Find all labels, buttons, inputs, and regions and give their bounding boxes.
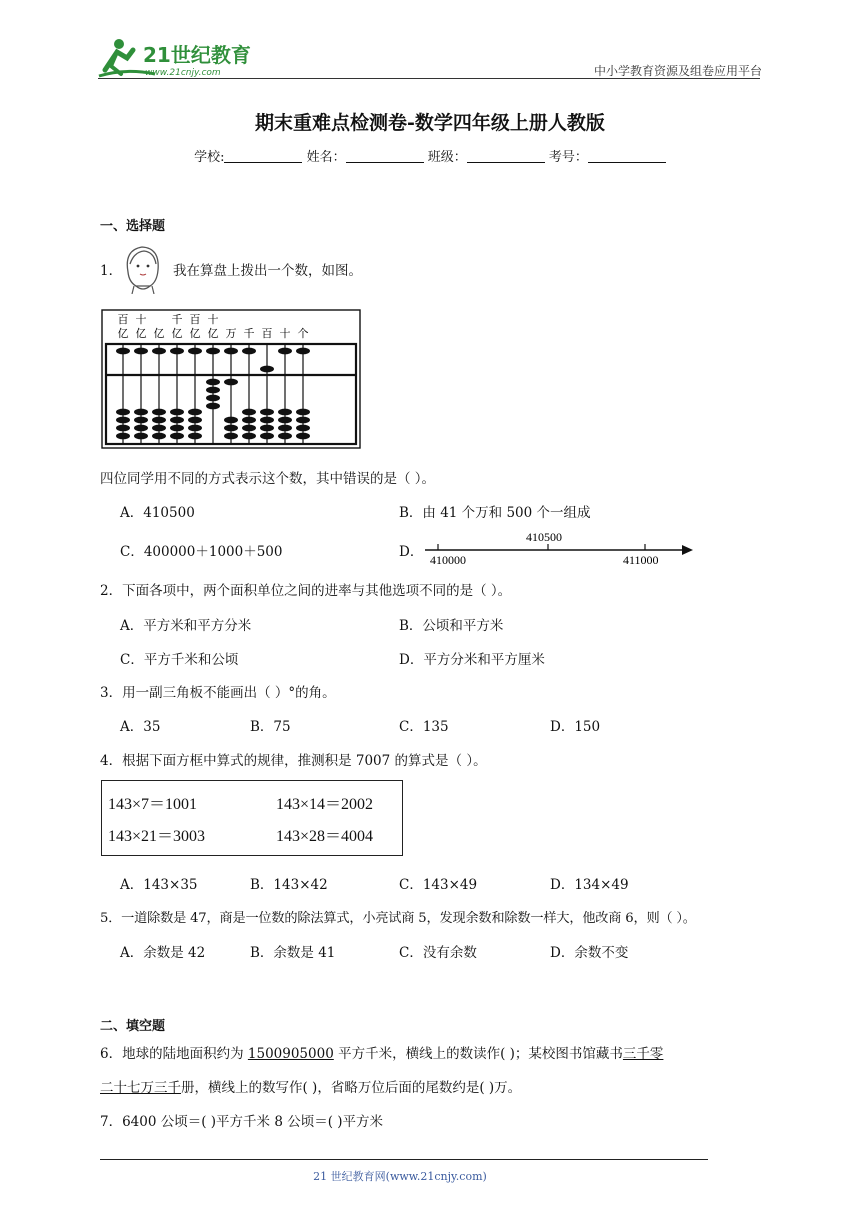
abacus-bead-lower	[116, 417, 130, 424]
q5-option-b[interactable]: B．余数是 41	[250, 945, 336, 961]
abacus-bead-upper	[134, 348, 148, 355]
q3-text: 3．用一副三角板不能画出（ ）°的角。	[100, 685, 336, 701]
abacus-bead-lower	[296, 417, 310, 424]
abacus-bead-upper	[116, 348, 130, 355]
abacus-bead-lower-counted	[206, 403, 220, 410]
q5-option-c[interactable]: C．没有余数	[399, 945, 477, 961]
q5-option-d[interactable]: D．余数不变	[550, 945, 629, 961]
q6-line-2	[100, 1076, 521, 1096]
abacus-bead-lower	[116, 409, 130, 416]
q4-option-b[interactable]: B．143×42	[250, 877, 328, 893]
q1-number: 1．	[100, 263, 123, 279]
site-logo	[95, 36, 265, 82]
abacus-bead-lower	[134, 409, 148, 416]
abacus-bead-lower-counted	[206, 395, 220, 402]
abacus-bead-lower-counted	[224, 379, 238, 386]
q2-option-a[interactable]: A．平方米和平方分米	[120, 618, 252, 634]
abacus-label-bottom: 百	[261, 327, 273, 340]
q4-option-c[interactable]: C．143×49	[399, 877, 478, 893]
abacus-bead-lower	[188, 417, 202, 424]
girl-avatar-icon	[120, 242, 166, 294]
abacus-bead-upper	[260, 366, 274, 373]
abacus-bead-lower	[242, 409, 256, 416]
q6-underlined-words-1: 三千零	[622, 1046, 664, 1062]
section-heading-choice: 一、选择题	[100, 219, 166, 234]
abacus-label-bottom: 十	[279, 327, 291, 340]
abacus-bead-lower	[188, 425, 202, 432]
q3-option-d[interactable]: D．150	[550, 719, 601, 735]
abacus-bead-lower	[242, 425, 256, 432]
abacus-bead-lower-counted	[206, 387, 220, 394]
q5-text: 5．一道除数是 47，商是一位数的除法算式，小亮试商 5，发现余数和除数一样大，他改商 6，则（ ）。	[100, 911, 696, 926]
abacus-bead-upper	[170, 348, 184, 355]
abacus-bead-lower	[152, 417, 166, 424]
q4-text: 4．根据下面方框中算式的规律，推测积是 7007 的算式是（ ）。	[100, 753, 487, 769]
q1-option-a[interactable]: A．410500	[120, 505, 195, 521]
abacus-bead-upper	[224, 348, 238, 355]
abacus-label-bottom: 亿	[171, 327, 183, 340]
formula-3: 143×21＝3003	[108, 828, 206, 845]
q7-text: 7．6400 公顷＝( )平方千米 8 公顷＝( )平方米	[100, 1114, 384, 1130]
q5-option-a[interactable]: A．余数是 42	[120, 945, 206, 961]
q6-part-2: 平方千米，横线上的数读作( )；某校图书馆藏书	[333, 1046, 623, 1062]
abacus-label-bottom: 个	[297, 327, 309, 340]
abacus-bead-lower	[260, 417, 274, 424]
abacus-bead-lower	[296, 433, 310, 440]
abacus-bead-lower	[224, 417, 238, 424]
page-title: 期末重难点检测卷-数学四年级上册人教版	[255, 112, 605, 134]
abacus-bead-lower	[134, 417, 148, 424]
q1-option-b[interactable]: B．由 41 个万和 500 个一组成	[399, 505, 591, 521]
class-blank[interactable]	[467, 150, 545, 163]
abacus-bead-lower	[188, 409, 202, 416]
q2-option-c[interactable]: C．平方千米和公顷	[120, 652, 239, 668]
header-divider	[98, 78, 760, 79]
abacus-bead-lower	[296, 425, 310, 432]
q6-part-1: 6．地球的陆地面积约为	[100, 1046, 248, 1062]
school-blank[interactable]	[224, 150, 302, 163]
q3-option-c[interactable]: C．135	[399, 719, 449, 735]
formula-2: 143×14＝2002	[276, 796, 374, 813]
q4-option-d[interactable]: D．134×49	[550, 877, 629, 893]
q1-prompt: 四位同学用不同的方式表示这个数，其中错误的是（ ）。	[100, 471, 436, 487]
abacus-bead-lower	[224, 425, 238, 432]
q4-option-a[interactable]: A．143×35	[120, 877, 198, 893]
abacus-bead-lower	[260, 409, 274, 416]
abacus-bead-lower	[260, 425, 274, 432]
q6-underlined-words-2: 二十七万三千	[100, 1080, 181, 1096]
abacus-bead-lower	[170, 417, 184, 424]
abacus-bead-lower	[170, 433, 184, 440]
footer-text[interactable]: 21 世纪教育网(www.21cnjy.com)	[313, 1170, 487, 1183]
q2-option-d[interactable]: D．平方分米和平方厘米	[399, 652, 545, 668]
abacus-bead-lower-counted	[206, 379, 220, 386]
platform-caption: 中小学教育资源及组卷应用平台	[593, 64, 762, 78]
q1-text: 我在算盘上拨出一个数，如图。	[173, 263, 362, 279]
abacus-bead-upper	[152, 348, 166, 355]
abacus-label-bottom: 亿	[207, 327, 219, 340]
abacus-bead-lower	[188, 433, 202, 440]
student-info-line	[0, 146, 860, 165]
abacus-bead-lower	[242, 417, 256, 424]
abacus-bead-lower	[152, 425, 166, 432]
section-heading-fill: 二、填空题	[100, 1019, 166, 1034]
abacus-bead-lower	[152, 433, 166, 440]
q6-underlined-number: 1500905000	[247, 1046, 334, 1062]
abacus-bead-upper	[206, 348, 220, 355]
q6-part-3: 册，横线上的数写作( )，省略万位后面的尾数约是( )万。	[181, 1080, 522, 1096]
name-label: 姓名：	[306, 150, 346, 165]
abacus-bead-lower	[278, 433, 292, 440]
abacus-label-top: 十	[207, 313, 219, 326]
abacus-bead-lower	[260, 433, 274, 440]
abacus-bead-lower	[224, 433, 238, 440]
formula-1: 143×7＝1001	[108, 796, 198, 813]
abacus-label-bottom: 亿	[153, 327, 165, 340]
abacus-label-bottom: 千	[243, 327, 255, 340]
exam-no-blank[interactable]	[588, 150, 666, 163]
abacus-bead-lower	[296, 409, 310, 416]
abacus-bead-lower	[278, 425, 292, 432]
abacus-bead-lower	[134, 425, 148, 432]
abacus-bead-upper	[188, 348, 202, 355]
abacus-bead-upper	[242, 348, 256, 355]
class-label: 班级：	[427, 150, 467, 165]
q1-option-d-label[interactable]: D．	[399, 544, 424, 560]
q1-option-c[interactable]: C．400000＋1000＋500	[120, 544, 283, 560]
abacus-bead-lower	[116, 433, 130, 440]
abacus-label-top: 千	[171, 313, 183, 326]
number-line-mid-label: 410500	[526, 530, 562, 544]
abacus-bead-lower	[278, 409, 292, 416]
abacus-figure	[101, 309, 361, 449]
abacus-bead-lower	[242, 433, 256, 440]
formula-4: 143×28＝4004	[276, 828, 374, 845]
footer-divider	[100, 1159, 708, 1160]
number-line-left-label: 410000	[430, 553, 466, 567]
abacus-bead-upper	[296, 348, 310, 355]
abacus-bead-lower	[134, 433, 148, 440]
abacus-label-top: 百	[117, 313, 129, 326]
abacus-label-bottom: 亿	[189, 327, 201, 340]
formula-box	[101, 780, 403, 856]
abacus-bead-lower	[170, 409, 184, 416]
abacus-label-bottom: 亿	[117, 327, 129, 340]
number-line-right-label: 411000	[623, 553, 659, 567]
logo-text: 21世纪教育	[143, 43, 251, 67]
abacus-label-top: 十	[135, 313, 147, 326]
abacus-bead-upper	[278, 348, 292, 355]
q2-text: 2．下面各项中，两个面积单位之间的进率与其他选项不同的是（ ）。	[100, 583, 512, 599]
abacus-bead-lower	[170, 425, 184, 432]
q3-option-a[interactable]: A．35	[120, 719, 161, 735]
abacus-bead-lower	[116, 425, 130, 432]
q6-line-1	[100, 1042, 663, 1062]
school-label: 学校:	[194, 150, 225, 165]
q2-option-b[interactable]: B．公顷和平方米	[399, 618, 504, 634]
logo-url: www.21cnjy.com	[145, 68, 221, 78]
name-blank[interactable]	[346, 150, 424, 163]
exam-no-label: 考号：	[548, 150, 588, 165]
abacus-bead-lower	[278, 417, 292, 424]
abacus-label-bottom: 万	[225, 327, 237, 340]
q3-option-b[interactable]: B．75	[250, 719, 291, 735]
number-line-arrow	[682, 545, 693, 555]
abacus-label-bottom: 亿	[135, 327, 147, 340]
abacus-label-top: 百	[189, 313, 201, 326]
abacus-bead-lower	[152, 409, 166, 416]
number-line	[420, 528, 700, 568]
